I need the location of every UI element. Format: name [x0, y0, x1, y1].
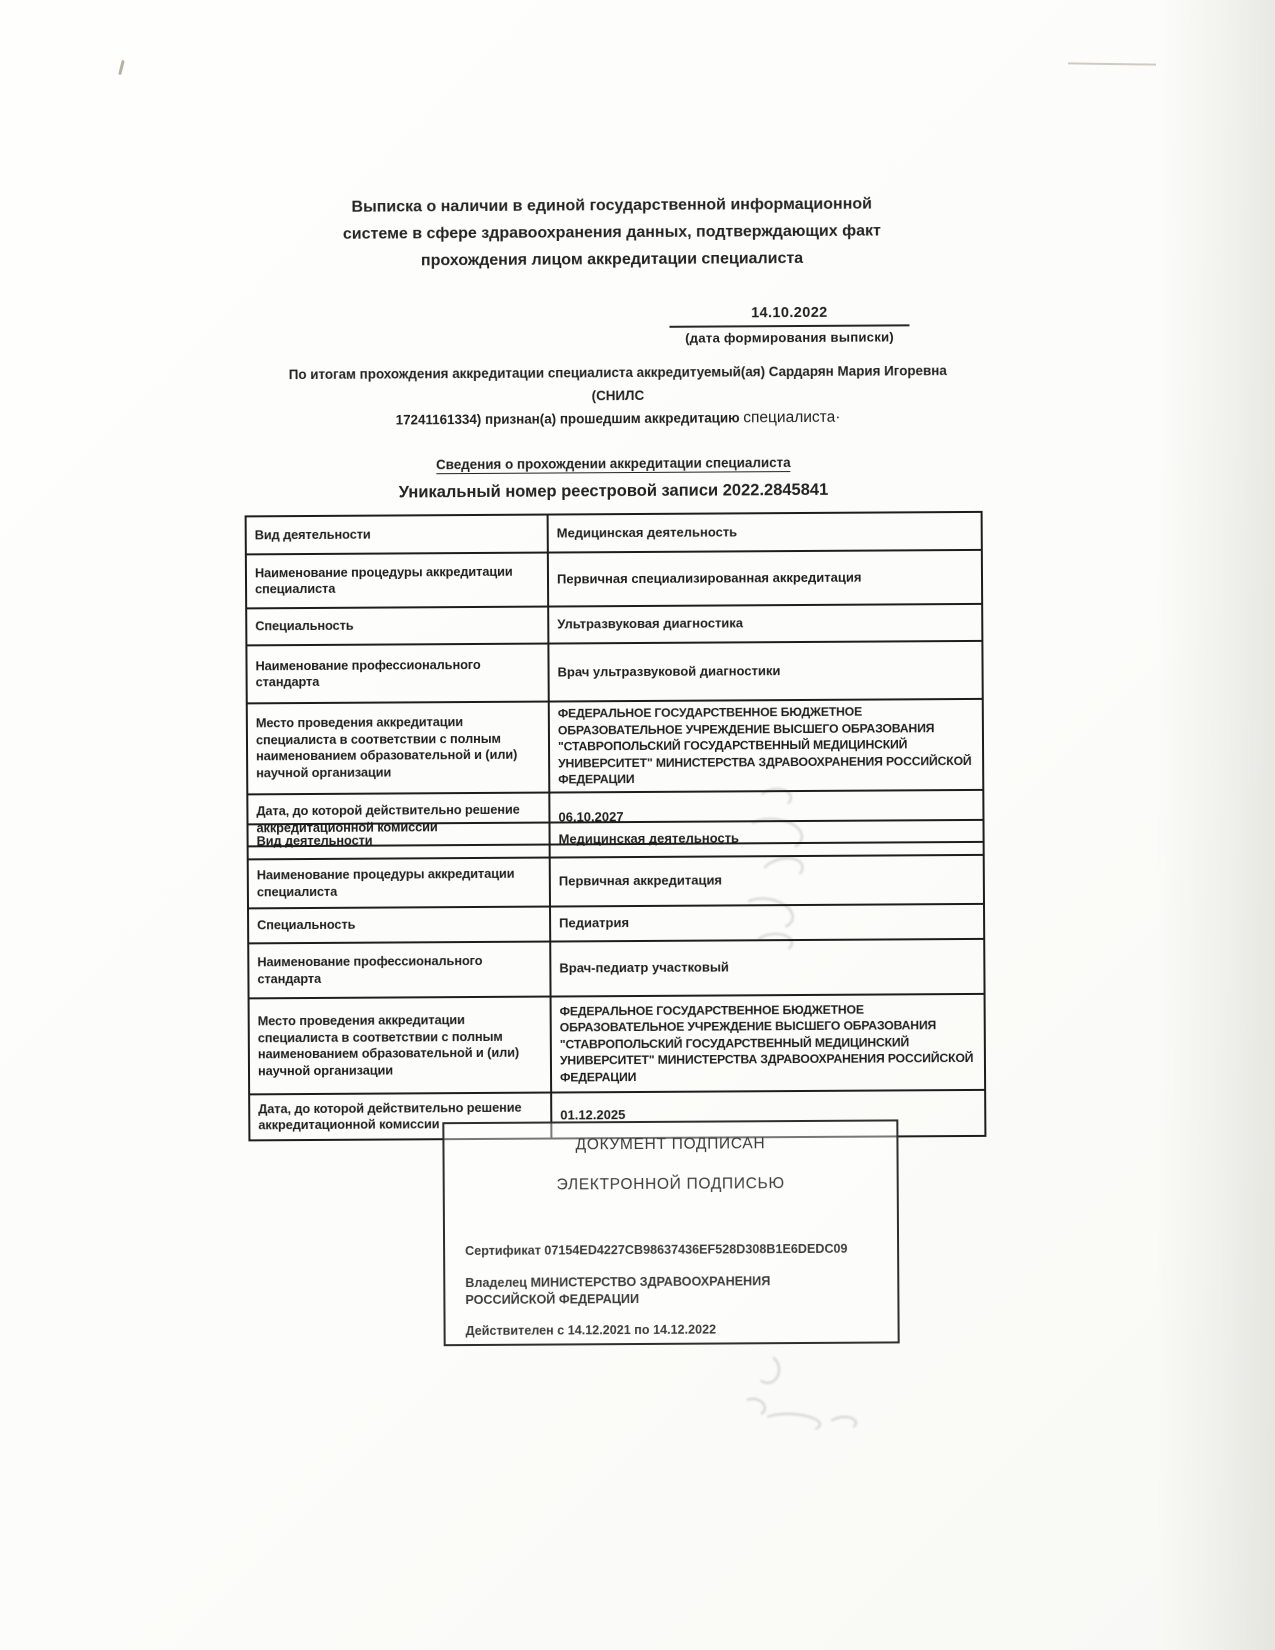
row-value: 01.12.2025 [551, 1090, 985, 1139]
row-value: Медицинская деятельность [549, 820, 983, 858]
row-label: Наименование профессионального стандарта [248, 942, 550, 999]
certificate-label: Сертификат [465, 1243, 541, 1259]
table-row [247, 699, 984, 794]
title-line: Выписка о наличии в единой государственной информационной [351, 195, 873, 216]
extract-date-caption: (дата формирования выписки) [685, 329, 894, 346]
intro-line: 17241161334) признан(а) прошедшим аккредитацию [395, 410, 740, 428]
row-label: Место проведения аккредитации специалиста в соответствии с полным наименованием образовательной и (или) научной организации [247, 702, 550, 794]
row-label: Наименование профессионального стандарта [246, 644, 548, 704]
row-label: Наименование процедуры аккредитации специалиста [248, 858, 550, 909]
table-row [247, 820, 983, 859]
intro-paragraph [263, 359, 973, 432]
row-label: Дата, до которой действительно решение аккредитационной комиссии [249, 1093, 551, 1141]
section-header: Сведения о прохождении аккредитации специалиста [435, 455, 791, 473]
extract-date: 14.10.2022 [669, 304, 909, 327]
row-label: Вид деятельности [247, 823, 549, 860]
owner-label: Владелец [465, 1275, 528, 1291]
row-value: ФЕДЕРАЛЬНОЕ ГОСУДАРСТВЕННОЕ БЮДЖЕТНОЕ ОБРАЗОВАТЕЛЬНОЕ УЧРЕЖДЕНИЕ ВЫСШЕГО ОБРАЗОВАНИЯ "СТАВРОПОЛЬСКИЙ ГОСУДАРСТВЕННЫЙ МЕДИЦИНСКИЙ УНИВЕРСИТЕТ" МИНИСТЕРСТВА ЗДРАВООХРАНЕНИЯ РОССИЙСКОЙ ФЕДЕРАЦИИ [549, 699, 984, 792]
accreditation-table-2 [246, 819, 986, 1142]
title-line: системе в сфере здравоохранения данных, подтверждающих факт [342, 222, 881, 243]
row-label: Место проведения аккредитации специалиста в соответствии с полным наименованием образовательной и (или) научной организации [249, 997, 552, 1095]
certificate-value: 07154ED4227CB98637436EF528D308B1E6DEDC09 [544, 1241, 848, 1258]
extract-date-block [669, 304, 909, 345]
row-value: Ультразвуковая диагностика [548, 604, 982, 644]
certificate-line [465, 1241, 879, 1261]
signature-title-line: ДОКУМЕНТ ПОДПИСАН [575, 1135, 766, 1154]
validity-line: Действителен с 14.12.2021 по 14.12.2022 [465, 1322, 717, 1339]
row-value: Врач ультразвуковой диагностики [548, 641, 982, 702]
row-label: Дата, до которой действительно решение аккредитационной комиссии [247, 792, 549, 846]
signature-box [442, 1119, 899, 1346]
title-line: прохождения лицом аккредитации специалиста [420, 249, 804, 270]
row-value: Врач-педиатр участковый [550, 939, 984, 997]
table-row [249, 994, 986, 1094]
row-label: Специальность [248, 907, 550, 944]
table-row [248, 904, 984, 943]
owner-line [465, 1273, 837, 1309]
table-row [248, 855, 984, 908]
signature-title-line: ЭЛЕКТРОННОЙ ПОДПИСЬЮ [556, 1175, 785, 1194]
table-row [246, 604, 982, 645]
table-row [246, 550, 982, 608]
row-label: Наименование процедуры аккредитации специалиста [246, 553, 548, 609]
row-value: Первичная специализированная аккредитация [548, 550, 982, 607]
row-value: Педиатрия [550, 904, 984, 942]
document-title [242, 190, 982, 276]
table-row [248, 939, 984, 998]
row-value: Первичная аккредитация [550, 855, 984, 907]
row-label: Специальность [246, 607, 548, 646]
row-value: ФЕДЕРАЛЬНОЕ ГОСУДАРСТВЕННОЕ БЮДЖЕТНОЕ ОБРАЗОВАТЕЛЬНОЕ УЧРЕЖДЕНИЕ ВЫСШЕГО ОБРАЗОВАНИЯ "СТАВРОПОЛЬСКИЙ ГОСУДАРСТВЕННЫЙ МЕДИЦИНСКИЙ УНИВЕРСИТЕТ" МИНИСТЕРСТВА ЗДРАВООХРАНЕНИЯ РОССИЙСКОЙ ФЕДЕРАЦИИ [551, 994, 986, 1093]
row-value: 06.10.2027 [549, 789, 983, 844]
registry-number-line: Уникальный номер реестровой записи 2022.2845841 [398, 480, 829, 502]
table-row [246, 641, 982, 703]
row-label: Вид деятельности [246, 515, 548, 555]
intro-tail: специалиста· [743, 408, 841, 427]
intro-line: По итогам прохождения аккредитации специалиста аккредитуемый(ая) Сардарян Мария Игоревна (СНИЛС [288, 363, 947, 404]
table-row [246, 512, 982, 554]
owner-value: МИНИСТЕРСТВО ЗДРАВООХРАНЕНИЯ РОССИЙСКОЙ ФЕДЕРАЦИИ [465, 1274, 771, 1308]
row-value: Медицинская деятельность [548, 512, 982, 553]
accreditation-table-1 [245, 511, 985, 847]
